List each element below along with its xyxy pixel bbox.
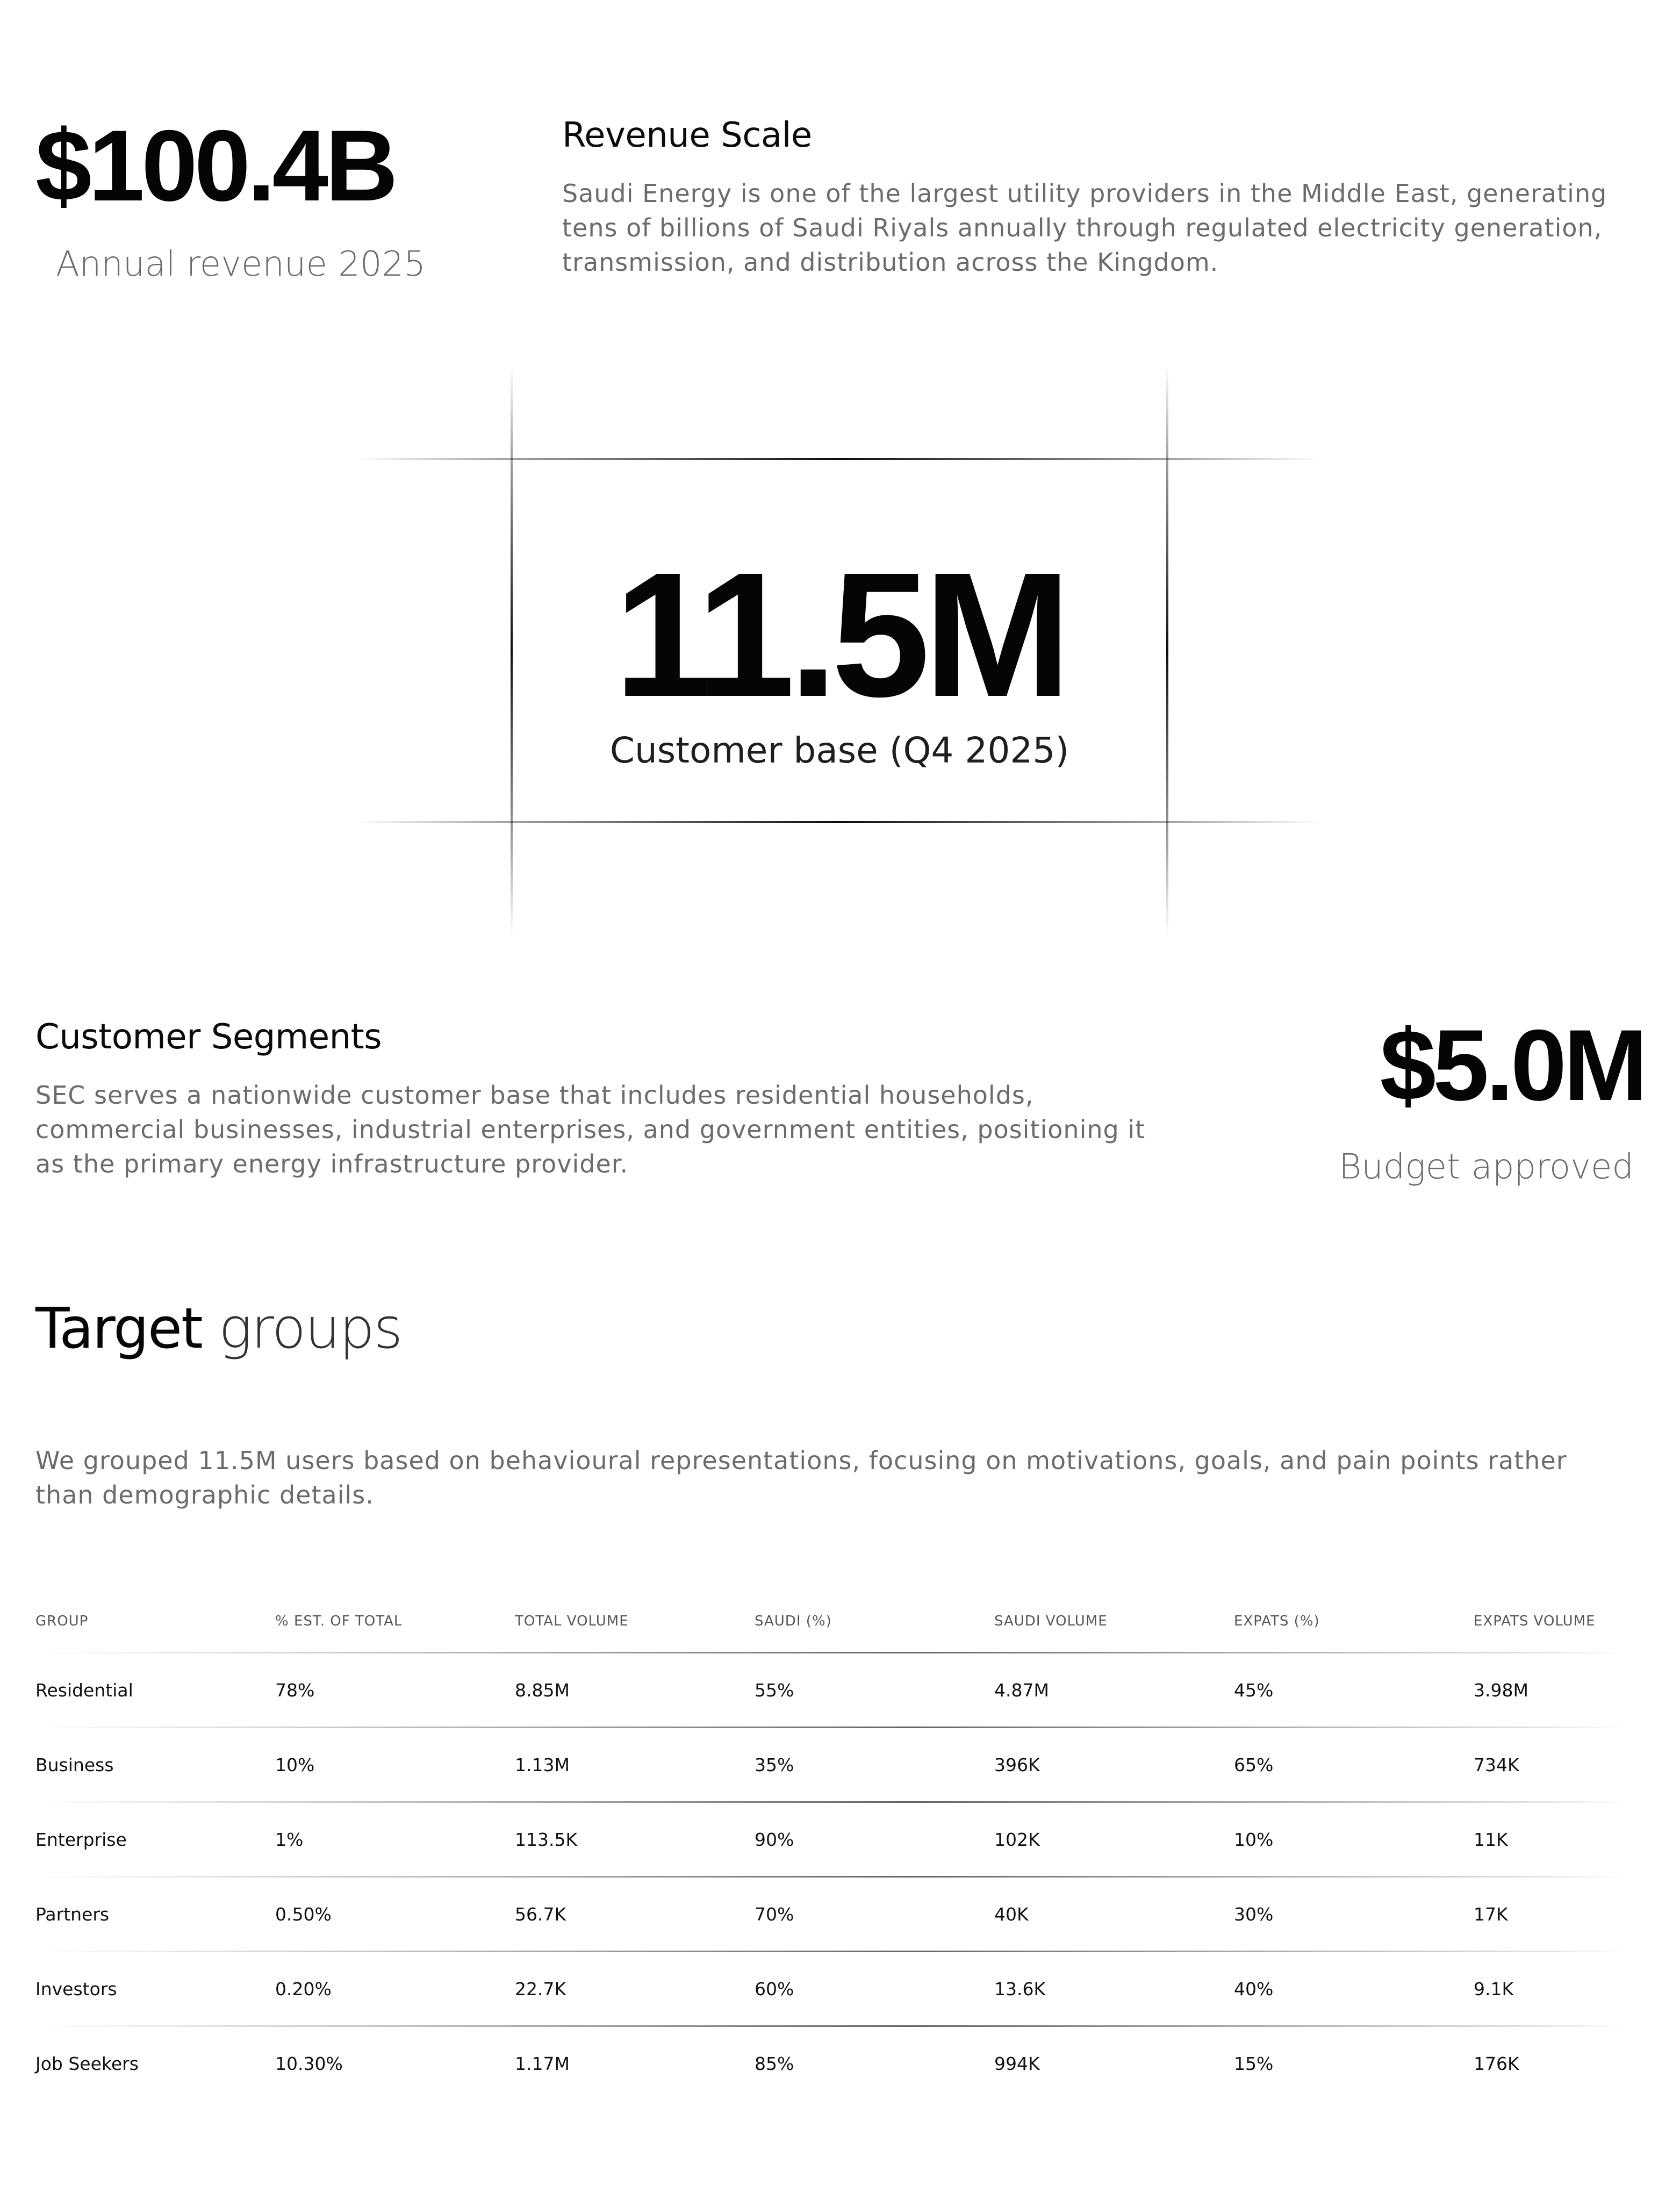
table-cell: 1% — [275, 1829, 304, 1850]
target-groups-title-strong: Target — [35, 1296, 202, 1361]
table-cell: 3.98M — [1474, 1679, 1528, 1701]
table-cell: 102K — [994, 1829, 1040, 1850]
frame-bottom-line — [355, 821, 1322, 823]
table-cell: 10% — [1234, 1829, 1274, 1850]
table-cell: Partners — [35, 1903, 110, 1925]
table-cell: 4.87M — [994, 1679, 1049, 1701]
annual-revenue-caption: Annual revenue 2025 — [56, 244, 426, 284]
table-cell: 994K — [994, 2053, 1040, 2074]
budget-approved-caption: Budget approved — [1339, 1147, 1634, 1187]
table-row — [35, 1952, 1626, 2025]
frame-top-line — [355, 458, 1322, 460]
table-cell: Residential — [35, 1679, 133, 1701]
table-cell: Investors — [35, 1978, 117, 1999]
table-cell: 113.5K — [515, 1829, 578, 1850]
table-cell: 35% — [755, 1754, 794, 1775]
budget-approved-value: $5.0M — [1380, 1009, 1645, 1121]
table-cell: 45% — [1234, 1679, 1274, 1701]
column-header-saudi-percent: SAUDI (%) — [755, 1613, 832, 1629]
target-groups-description: We grouped 11.5M users based on behavioural representations, focusing on motivations, goals, and pain points rather than demographic details. — [35, 1446, 1567, 1509]
table-cell: 55% — [755, 1679, 794, 1701]
table-cell: 40% — [1234, 1978, 1274, 1999]
table-cell: 17K — [1474, 1903, 1508, 1925]
revenue-scale-description: Saudi Energy is one of the largest utility providers in the Middle East, generating tens of billions of Saudi Riyals annually through regulated electricity generation, transmission, and distribution across the Kingdom. — [562, 179, 1607, 277]
table-cell: 1.17M — [515, 2053, 570, 2074]
customer-base-value: 11.5M — [614, 535, 1065, 733]
column-header-expats-volume: EXPATS VOLUME — [1474, 1613, 1596, 1629]
table-cell: 0.50% — [275, 1903, 332, 1925]
target-groups-title — [35, 1296, 402, 1361]
customer-base-caption: Customer base (Q4 2025) — [609, 730, 1069, 771]
table-cell: 56.7K — [515, 1903, 566, 1925]
table-cell: 176K — [1474, 2053, 1519, 2074]
table-row — [35, 2027, 1626, 2100]
customer-segments-description: SEC serves a nationwide customer base that includes residential households, commercial businesses, industrial enterprises, and government entities, positioning it as the primary energy infrastructure provider. — [35, 1081, 1146, 1178]
table-cell: Job Seekers — [35, 2053, 139, 2074]
table-cell: 1.13M — [515, 1754, 570, 1775]
table-cell: 8.85M — [515, 1679, 570, 1701]
target-groups-table — [35, 1591, 1626, 2100]
table-cell: 9.1K — [1474, 1978, 1514, 1999]
annual-revenue-value: $100.4B — [35, 109, 395, 222]
column-header-est-total: % EST. OF TOTAL — [275, 1613, 403, 1629]
table-cell: 734K — [1474, 1754, 1519, 1775]
table-cell: 13.6K — [994, 1978, 1046, 1999]
table-cell: 11K — [1474, 1829, 1508, 1850]
table-cell: 15% — [1234, 2053, 1274, 2074]
table-cell: 65% — [1234, 1754, 1274, 1775]
table-cell: 10% — [275, 1754, 315, 1775]
table-cell: 85% — [755, 2053, 794, 2074]
table-cell: 78% — [275, 1679, 315, 1701]
table-cell: Enterprise — [35, 1829, 127, 1850]
table-cell: 0.20% — [275, 1978, 332, 1999]
table-row — [35, 1653, 1626, 1727]
table-cell: 60% — [755, 1978, 794, 1999]
customer-segments-heading: Customer Segments — [35, 1017, 382, 1057]
table-cell: 30% — [1234, 1903, 1274, 1925]
table-cell: 10.30% — [275, 2053, 343, 2074]
table-row — [35, 1878, 1626, 1951]
table-cell: 22.7K — [515, 1978, 566, 1999]
table-cell: Business — [35, 1754, 114, 1775]
table-cell: 40K — [994, 1903, 1029, 1925]
table-header-row — [35, 1591, 1626, 1652]
target-groups-title-light: groups — [218, 1296, 402, 1361]
table-cell: 70% — [755, 1903, 794, 1925]
column-header-saudi-volume: SAUDI VOLUME — [994, 1613, 1108, 1629]
table-row — [35, 1728, 1626, 1801]
column-header-group: GROUP — [35, 1613, 89, 1629]
table-cell: 396K — [994, 1754, 1040, 1775]
column-header-total-volume: TOTAL VOLUME — [515, 1613, 629, 1629]
table-row — [35, 1803, 1626, 1876]
table-cell: 90% — [755, 1829, 794, 1850]
column-header-expats-percent: EXPATS (%) — [1234, 1613, 1320, 1629]
revenue-scale-heading: Revenue Scale — [562, 116, 812, 155]
